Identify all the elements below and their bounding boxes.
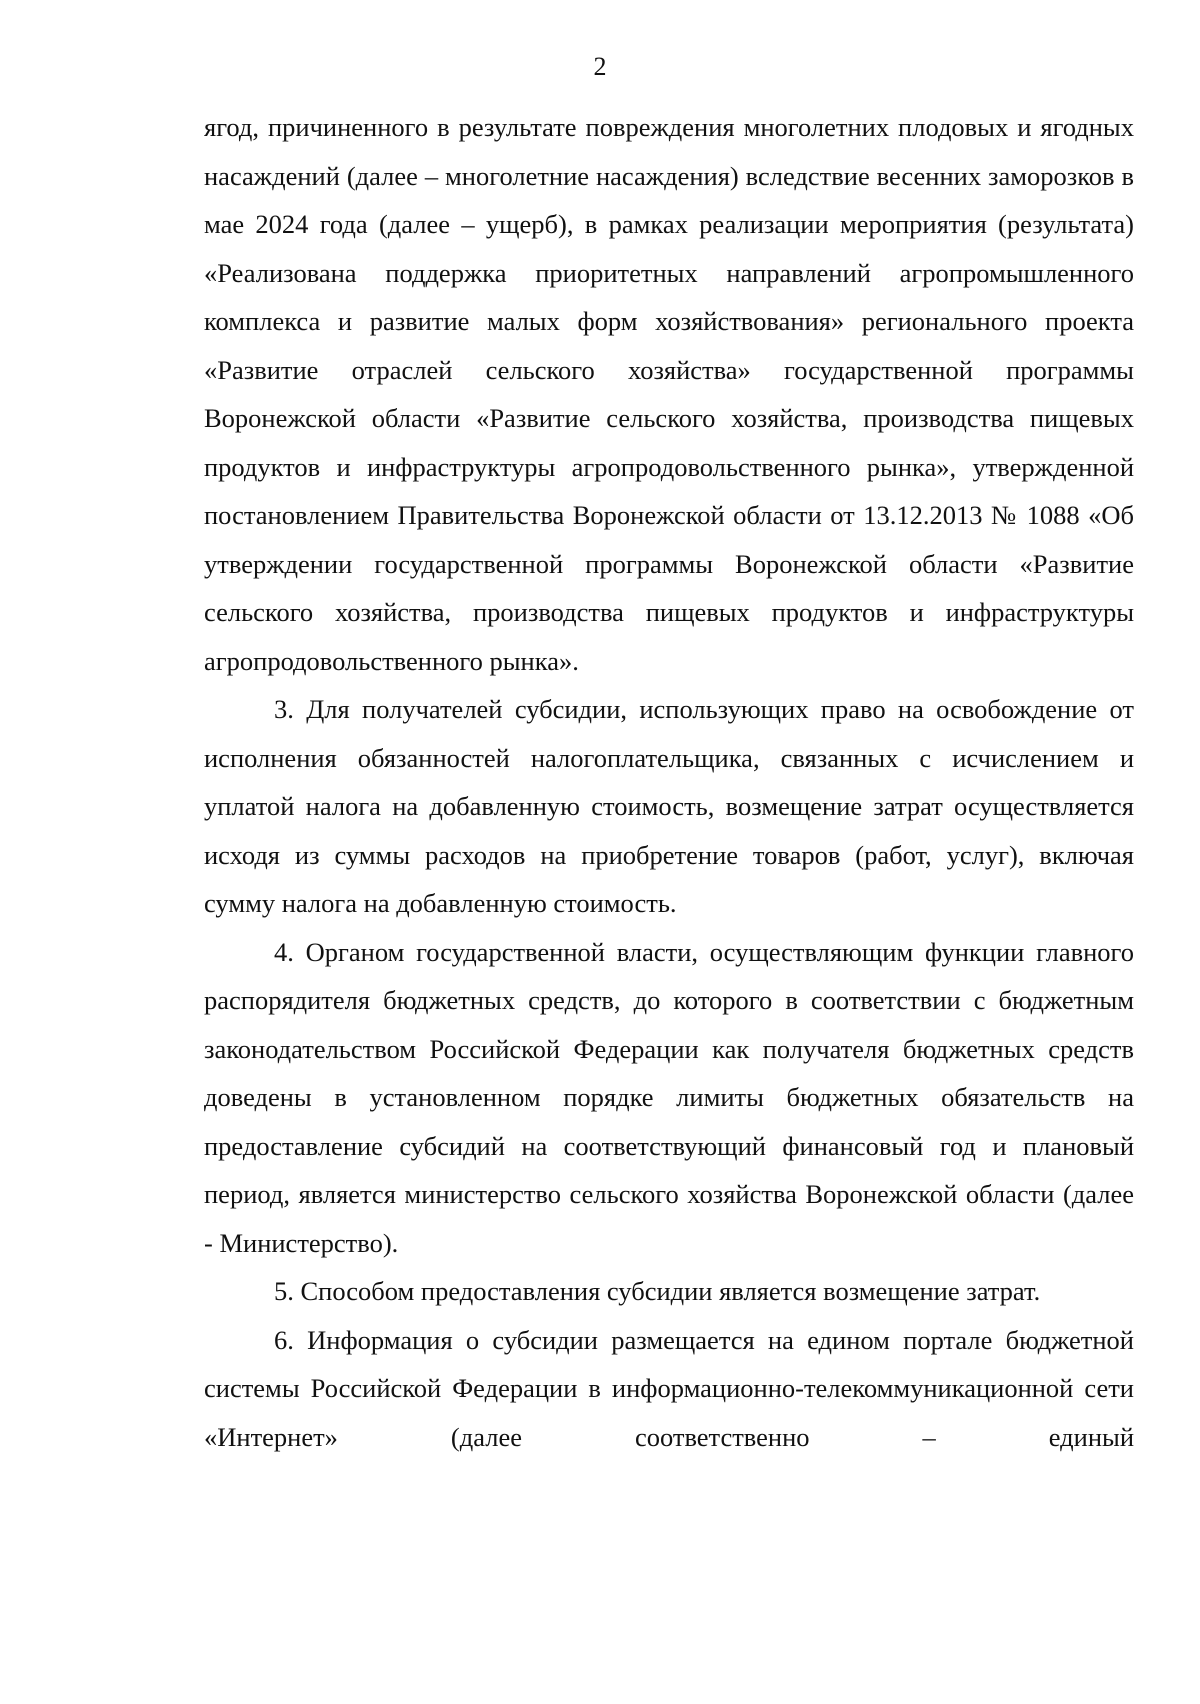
document-body xyxy=(204,103,1134,1461)
paragraph-4: 4. Органом государственной власти, осуществляющим функции главного распорядителя бюджетных средств, до которого в соответствии с бюджетным законодательством Российской Федерации как получателя бюджетных средств доведены в установленном порядке лимиты бюджетных обязательств на предоставление субсидий на соответствующий финансовый год и плановый период, является министерство сельского хозяйства Воронежской области (далее - Министерство). xyxy=(204,936,1134,1258)
paragraph-6: 6. Информация о субсидии размещается на едином портале бюджетной системы Российской Федерации в информационно-телекоммуникационной сети «Интернет» (далее соответственно – единый xyxy=(204,1324,1134,1452)
paragraph-continued: ягод, причиненного в результате повреждения многолетних плодовых и ягодных насаждений (далее – многолетние насаждения) вследствие весенних заморозков в мае 2024 года (далее – ущерб), в рамках реализации мероприятия (результата) «Реализована поддержка приоритетных направлений агропромышленного комплекса и развитие малых форм хозяйствования» регионального проекта «Развитие отраслей сельского хозяйства» государственной программы Воронежской области «Развитие сельского хозяйства, производства пищевых продуктов и инфраструктуры агропродовольственного рынка», утвержденной постановлением Правительства Воронежской области от 13.12.2013 № 1088 «Об утверждении государственной программы Воронежской области «Развитие сельского хозяйства, производства пищевых продуктов и инфраструктуры агропродовольственного рынка». xyxy=(204,112,1134,676)
paragraph-5: 5. Способом предоставления субсидии является возмещение затрат. xyxy=(274,1276,1041,1306)
page-number: 2 xyxy=(593,52,607,81)
paragraph-3: 3. Для получателей субсидии, использующих право на освобождение от исполнения обязанностей налогоплательщика, связанных с исчислением и уплатой налога на добавленную стоимость, возмещение затрат осуществляется исходя из суммы расходов на приобретение товаров (работ, услуг), включая сумму налога на добавленную стоимость. xyxy=(204,694,1134,918)
